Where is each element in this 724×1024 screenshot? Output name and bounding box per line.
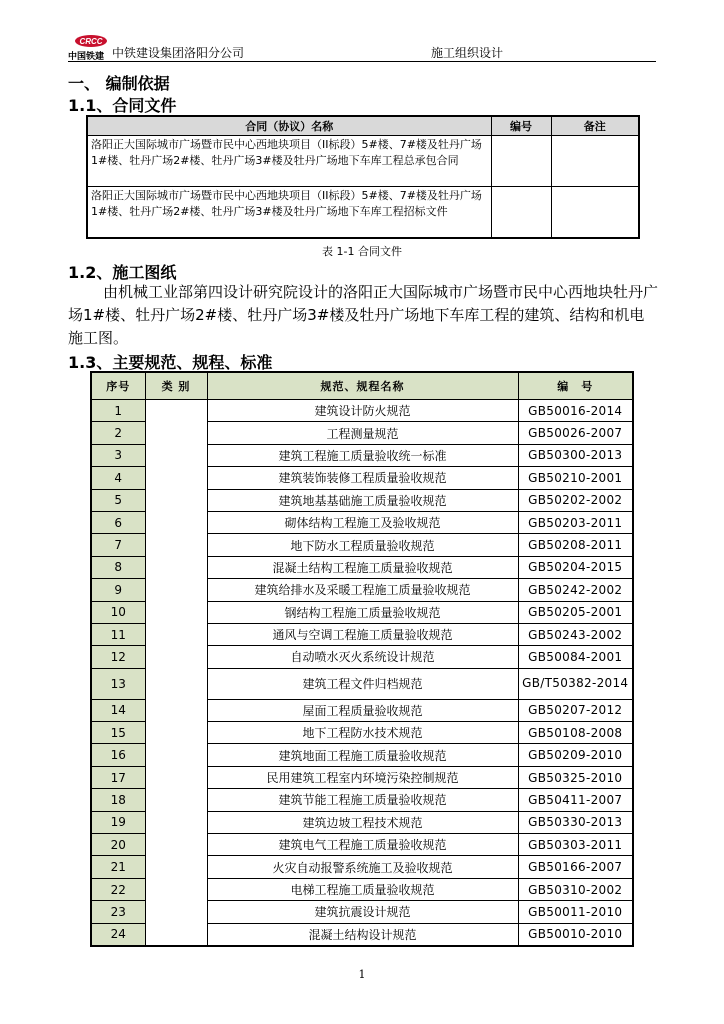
section-heading-1: 一、 编制依据 xyxy=(68,74,170,93)
std-no-cell: 7 xyxy=(91,534,145,556)
std-code-cell: GB50207-2012 xyxy=(518,699,633,721)
drawings-paragraph: 由机械工业部第四设计研究院设计的洛阳正大国际城市广场暨市民中心西地块牡丹广场1#楼、牡丹广场2#楼、牡丹广场3#楼及牡丹广场地下车库工程的建筑、结构和机电施工图。 xyxy=(68,283,659,347)
std-name-cell: 地下工程防水技术规范 xyxy=(207,722,518,744)
std-code-cell: GB50202-2002 xyxy=(518,489,633,511)
std-col-code: 编 号 xyxy=(518,372,633,400)
std-no-cell: 16 xyxy=(91,744,145,766)
std-name-cell: 混凝土结构设计规范 xyxy=(207,923,518,946)
std-category-cell xyxy=(145,400,207,946)
table-row xyxy=(91,400,633,422)
contract-note-cell xyxy=(551,187,639,239)
std-code-cell: GB50303-2011 xyxy=(518,834,633,856)
std-no-cell: 18 xyxy=(91,789,145,811)
std-code-cell: GB50108-2008 xyxy=(518,722,633,744)
std-code-cell: GB50209-2010 xyxy=(518,744,633,766)
contract-table-header xyxy=(87,116,639,136)
contract-code-cell xyxy=(491,187,551,239)
header-rule xyxy=(68,61,656,62)
table-caption: 表 1-1 合同文件 xyxy=(322,245,402,258)
std-name-cell: 建筑给排水及采暖工程施工质量验收规范 xyxy=(207,579,518,601)
contract-table xyxy=(86,115,640,239)
std-no-cell: 14 xyxy=(91,699,145,721)
std-code-cell: GB50084-2001 xyxy=(518,646,633,668)
contract-col-code: 编号 xyxy=(491,116,551,136)
std-no-cell: 3 xyxy=(91,444,145,466)
std-name-cell: 砌体结构工程施工及验收规范 xyxy=(207,511,518,533)
std-code-cell: GB50203-2011 xyxy=(518,511,633,533)
company-logo xyxy=(68,34,114,60)
std-col-category: 类 别 xyxy=(145,372,207,400)
standards-table-header xyxy=(91,372,633,400)
company-name: 中铁建设集团洛阳分公司 xyxy=(112,46,245,60)
std-name-cell: 建筑地基基础施工质量验收规范 xyxy=(207,489,518,511)
std-name-cell: 电梯工程施工质量验收规范 xyxy=(207,878,518,900)
std-name-cell: 屋面工程质量验收规范 xyxy=(207,699,518,721)
std-no-cell: 24 xyxy=(91,923,145,946)
std-code-cell: GB50208-2011 xyxy=(518,534,633,556)
contract-note-cell xyxy=(551,136,639,187)
page-number: 1 xyxy=(358,968,366,981)
std-name-cell: 工程测量规范 xyxy=(207,422,518,444)
std-code-cell: GB50210-2001 xyxy=(518,467,633,489)
std-code-cell: GB50242-2002 xyxy=(518,579,633,601)
section-heading-1-2: 1.2、施工图纸 xyxy=(68,263,177,282)
std-name-cell: 钢结构工程施工质量验收规范 xyxy=(207,601,518,623)
std-code-cell: GB50026-2007 xyxy=(518,422,633,444)
crcc-logo-mark xyxy=(74,34,108,48)
logo-caption: 中国铁建 xyxy=(68,52,105,62)
std-no-cell: 19 xyxy=(91,811,145,833)
std-name-cell: 建筑节能工程施工质量验收规范 xyxy=(207,789,518,811)
std-name-cell: 混凝土结构工程施工质量验收规范 xyxy=(207,556,518,578)
std-code-cell: GB50411-2007 xyxy=(518,789,633,811)
contract-col-note: 备注 xyxy=(551,116,639,136)
page-header xyxy=(68,32,656,62)
std-code-cell: GB50310-2002 xyxy=(518,878,633,900)
std-no-cell: 10 xyxy=(91,601,145,623)
std-name-cell: 建筑设计防火规范 xyxy=(207,400,518,422)
std-no-cell: 4 xyxy=(91,467,145,489)
document-title: 施工组织设计 xyxy=(431,46,504,60)
section-heading-1-1: 1.1、合同文件 xyxy=(68,96,177,115)
logo-brand-text: CRCC xyxy=(79,37,103,46)
std-code-cell: GB50300-2013 xyxy=(518,444,633,466)
std-code-cell: GB/T50382-2014 xyxy=(518,668,633,699)
std-no-cell: 6 xyxy=(91,511,145,533)
std-code-cell: GB50011-2010 xyxy=(518,901,633,923)
std-no-cell: 21 xyxy=(91,856,145,878)
std-name-cell: 民用建筑工程室内环境污染控制规范 xyxy=(207,766,518,788)
std-code-cell: GB50243-2002 xyxy=(518,623,633,645)
std-code-cell: GB50330-2013 xyxy=(518,811,633,833)
standards-table xyxy=(90,371,634,947)
std-code-cell: GB50205-2001 xyxy=(518,601,633,623)
std-code-cell: GB50166-2007 xyxy=(518,856,633,878)
std-code-cell: GB50016-2014 xyxy=(518,400,633,422)
std-no-cell: 12 xyxy=(91,646,145,668)
std-no-cell: 23 xyxy=(91,901,145,923)
std-name-cell: 建筑电气工程施工质量验收规范 xyxy=(207,834,518,856)
section-heading-1-3: 1.3、主要规范、规程、标准 xyxy=(68,353,273,372)
std-name-cell: 建筑装饰装修工程质量验收规范 xyxy=(207,467,518,489)
std-col-no: 序号 xyxy=(91,372,145,400)
std-no-cell: 5 xyxy=(91,489,145,511)
std-name-cell: 通风与空调工程施工质量验收规范 xyxy=(207,623,518,645)
table-row xyxy=(87,136,639,187)
contract-col-name: 合同（协议）名称 xyxy=(87,116,491,136)
std-name-cell: 建筑边坡工程技术规范 xyxy=(207,811,518,833)
std-code-cell: GB50204-2015 xyxy=(518,556,633,578)
std-code-cell: GB50325-2010 xyxy=(518,766,633,788)
std-no-cell: 20 xyxy=(91,834,145,856)
std-name-cell: 建筑抗震设计规范 xyxy=(207,901,518,923)
std-no-cell: 17 xyxy=(91,766,145,788)
std-no-cell: 2 xyxy=(91,422,145,444)
std-code-cell: GB50010-2010 xyxy=(518,923,633,946)
std-name-cell: 自动喷水灭火系统设计规范 xyxy=(207,646,518,668)
std-no-cell: 9 xyxy=(91,579,145,601)
std-name-cell: 地下防水工程质量验收规范 xyxy=(207,534,518,556)
contract-code-cell xyxy=(491,136,551,187)
std-no-cell: 15 xyxy=(91,722,145,744)
table-row xyxy=(87,187,639,239)
std-col-name: 规范、规程名称 xyxy=(207,372,518,400)
std-name-cell: 建筑地面工程施工质量验收规范 xyxy=(207,744,518,766)
std-name-cell: 火灾自动报警系统施工及验收规范 xyxy=(207,856,518,878)
std-no-cell: 8 xyxy=(91,556,145,578)
contract-name-cell: 洛阳正大国际城市广场暨市民中心西地块项目（II标段）5#楼、7#楼及牡丹广场1#楼、牡丹广场2#楼、牡丹广场3#楼及牡丹广场地下车库工程招标文件 xyxy=(87,187,491,239)
std-name-cell: 建筑工程文件归档规范 xyxy=(207,668,518,699)
contract-name-cell: 洛阳正大国际城市广场暨市民中心西地块项目（II标段）5#楼、7#楼及牡丹广场1#楼、牡丹广场2#楼、牡丹广场3#楼及牡丹广场地下车库工程总承包合同 xyxy=(87,136,491,187)
std-no-cell: 1 xyxy=(91,400,145,422)
std-name-cell: 建筑工程施工质量验收统一标准 xyxy=(207,444,518,466)
std-no-cell: 22 xyxy=(91,878,145,900)
std-no-cell: 11 xyxy=(91,623,145,645)
std-no-cell: 13 xyxy=(91,668,145,699)
